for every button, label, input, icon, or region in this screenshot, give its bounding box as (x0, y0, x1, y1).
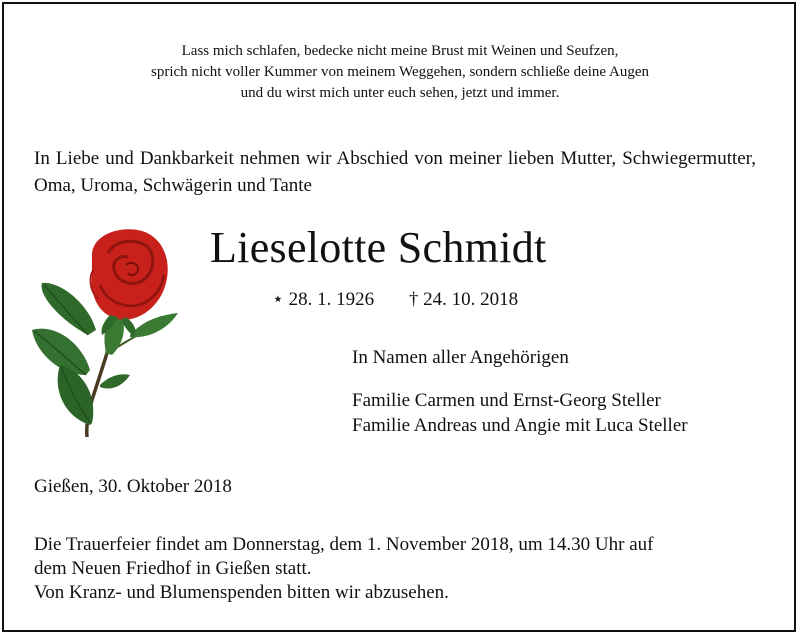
poem (0, 41, 800, 104)
poem-line: sprich nicht voller Kummer von meinem Weggehen, sondern schließe deine Augen (151, 64, 649, 80)
on-behalf-line: In Namen aller Angehörigen (352, 347, 569, 368)
mourners (352, 345, 688, 438)
poem-line: und du wirst mich unter euch sehen, jetzt und immer. (240, 85, 560, 101)
family-line: Familie Carmen und Ernst-Georg Steller (352, 390, 661, 411)
poem-line: Lass mich schlafen, bedecke nicht meine Brust mit Weinen und Seufzen, (181, 43, 619, 59)
red-rose-icon (30, 225, 190, 440)
funeral-info (34, 533, 768, 605)
death-date: † 24. 10. 2018 (408, 289, 519, 310)
birth-date: ⋆ 28. 1. 1926 (272, 289, 375, 310)
funeral-line: dem Neuen Friedhof in Gießen statt. (34, 558, 312, 579)
intro-text: In Liebe und Dankbarkeit nehmen wir Abschied von meiner lieben Mutter, Schwiegermutter, Oma, Uroma, Schwägerin und Tante (34, 148, 756, 196)
place-date: Gießen, 30. Oktober 2018 (34, 476, 232, 497)
funeral-line: Von Kranz- und Blumenspenden bitten wir abzusehen. (34, 582, 449, 603)
family-line: Familie Andreas und Angie mit Luca Steller (352, 415, 688, 436)
life-dates (272, 288, 518, 311)
deceased-name: Lieselotte Schmidt (210, 223, 547, 272)
funeral-line: Die Trauerfeier findet am Donnerstag, dem 1. November 2018, um 14.30 Uhr auf (34, 534, 654, 555)
